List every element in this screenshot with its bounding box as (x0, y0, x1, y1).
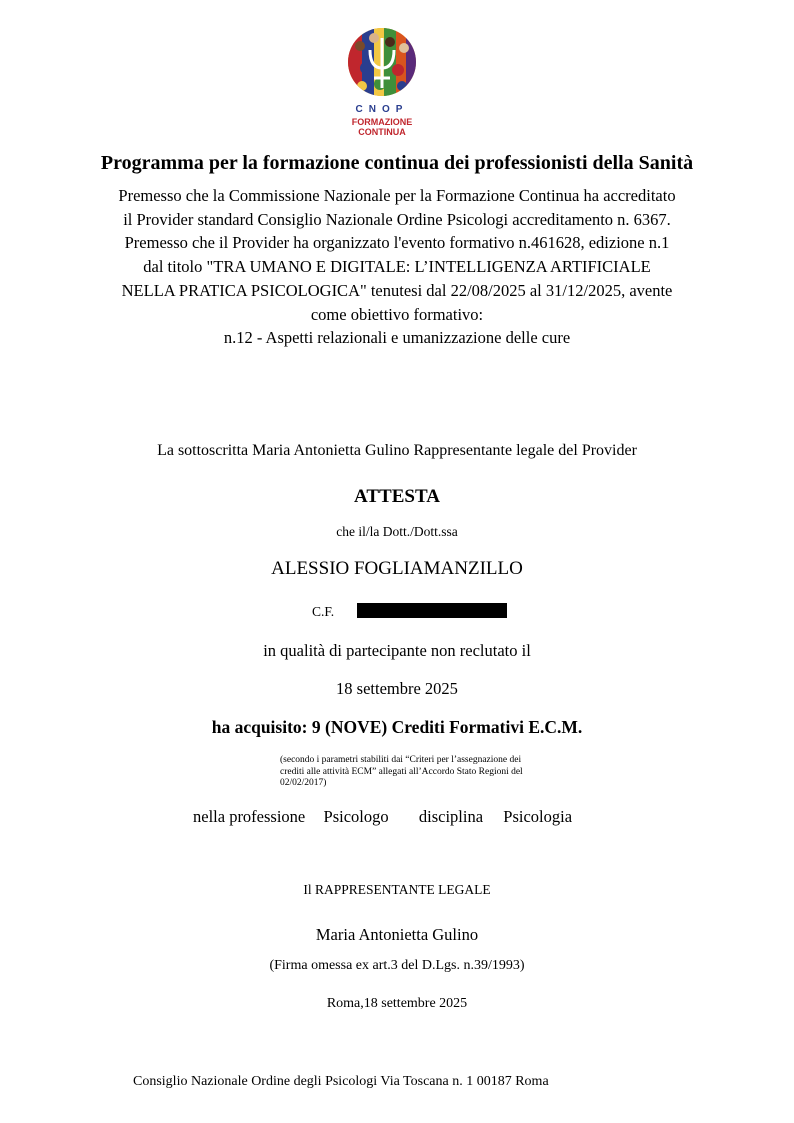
logo-text-line3: CONTINUA (358, 127, 406, 137)
intro-line: come obiettivo formativo: (310, 304, 484, 324)
profession-value: Psicologo (323, 807, 389, 826)
fiscal-code-label: C.F. (312, 604, 335, 619)
document-title: Programma per la formazione continua dei professionisti della Sanità (100, 152, 694, 174)
note-line: crediti alle attività ECM” allegati all’Accordo Stato Regioni del (280, 766, 523, 777)
intro-line: n.12 - Aspetti relazionali e umanizzazione delle cure (223, 328, 571, 348)
note-line: (secondo i parametri stabiliti dai “Criteri per l’assegnazione dei (280, 755, 522, 765)
profession-label: nella professione (193, 807, 306, 826)
completion-date: 18 settembre 2025 (336, 679, 458, 698)
logo-text-line2: FORMAZIONE (351, 117, 413, 127)
participation-status: in qualità di partecipante non reclutato il (263, 641, 531, 660)
logo-text-formazione (340, 117, 424, 137)
cnop-emblem-icon (340, 24, 424, 104)
participant-name: ALESSIO FOGLIAMANZILLO (271, 558, 523, 579)
signatory-statement: La sottoscritta Maria Antonietta Gulino Rappresentante legale del Provider (157, 442, 637, 459)
intro-line: dal titolo "TRA UMANO E DIGITALE: L’INTELLIGENZA ARTIFICIALE (143, 257, 651, 277)
legal-rep-name: Maria Antonietta Gulino (315, 925, 479, 944)
credits-note (280, 755, 550, 790)
fiscal-code-redacted (357, 603, 507, 618)
footer-address: Consiglio Nazionale Ordine degli Psicologi Via Toscana n. 1 00187 Roma (133, 1074, 549, 1089)
signature-note: (Firma omessa ex art.3 del D.Lgs. n.39/1993) (269, 958, 525, 973)
discipline-label: disciplina (418, 807, 484, 826)
legal-rep-title: Il RAPPRESENTANTE LEGALE (303, 882, 491, 897)
intro-line: Premesso che la Commissione Nazionale per la Formazione Continua ha accreditato (118, 186, 676, 205)
cnop-logo (340, 24, 424, 140)
discipline-value: Psicologia (503, 807, 573, 826)
place-date: Roma,18 settembre 2025 (326, 996, 468, 1011)
credits-awarded: ha acquisito: 9 (NOVE) Crediti Formativi E.C.M. (211, 717, 583, 737)
logo-text-cnop: CNOP (355, 104, 409, 115)
intro-line: Premesso che il Provider ha organizzato l'evento formativo n.461628, edizione n.1 (124, 233, 670, 253)
profession-line (193, 807, 572, 827)
intro-line: NELLA PRATICA PSICOLOGICA" tenutesi dal 22/08/2025 al 31/12/2025, avente (121, 280, 673, 300)
intro-line: il Provider standard Consiglio Nazionale Ordine Psicologi accreditamento n. 6367. (123, 209, 671, 229)
title-prefix: che il/la Dott./Dott.ssa (336, 524, 458, 539)
note-line: 02/02/2017) (280, 778, 327, 788)
intro-paragraph (60, 184, 734, 350)
attesta-heading: ATTESTA (354, 486, 440, 507)
